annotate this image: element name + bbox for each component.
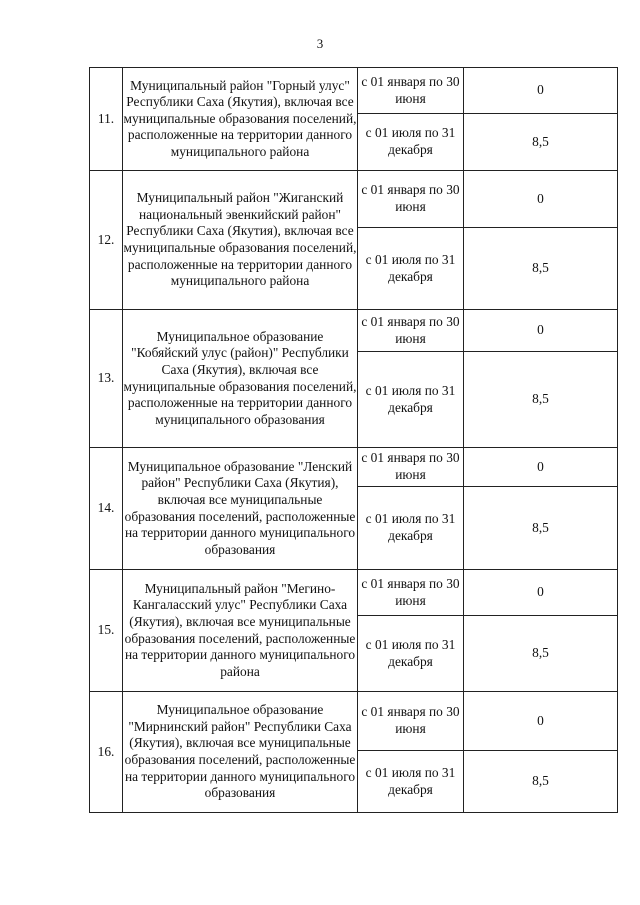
municipality-name: Муниципальный район "Мегино-Кангаласский улус" Республики Саха (Якутия), включая все муниципальные образования поселений, расположенные на территории данного муниципального района: [123, 570, 358, 692]
table-row: [90, 570, 618, 616]
period-second-half: с 01 июля по 31 декабря: [358, 352, 464, 448]
rate-second-half: 8,5: [464, 352, 618, 448]
table-row: [90, 310, 618, 352]
municipality-name: Муниципальное образование "Ленский район" Республики Саха (Якутия), включая все муниципальные образования поселений, расположенные на территории данного муниципального образования: [123, 448, 358, 570]
period-second-half: с 01 июля по 31 декабря: [358, 751, 464, 813]
municipality-name: Муниципальное образование "Мирнинский район" Республики Саха (Якутия), включая все муниципальные образования поселений, расположенные на территории данного муниципального образования: [123, 692, 358, 813]
page-number: 3: [316, 36, 324, 51]
table-row: [90, 171, 618, 228]
municipality-name: Муниципальное образование "Кобяйский улус (район)" Республики Саха (Якутия), включая все муниципальные образования поселений, расположенные на территории данного муниципального образования: [123, 310, 358, 448]
rates-table: [89, 67, 618, 813]
period-second-half: с 01 июля по 31 декабря: [358, 228, 464, 310]
municipality-name: Муниципальный район "Горный улус" Республики Саха (Якутия), включая все муниципальные образования поселений, расположенные на территории данного муниципального района: [123, 68, 358, 171]
table-row: [90, 692, 618, 751]
rate-first-half: 0: [464, 692, 618, 751]
rate-second-half: 8,5: [464, 751, 618, 813]
rate-second-half: 8,5: [464, 616, 618, 692]
rate-first-half: 0: [464, 68, 618, 114]
period-first-half: с 01 января по 30 июня: [358, 692, 464, 751]
rates-table-body: [90, 68, 618, 813]
period-first-half: с 01 января по 30 июня: [358, 570, 464, 616]
row-number: 13.: [90, 310, 123, 448]
rate-first-half: 0: [464, 448, 618, 487]
table-row: [90, 448, 618, 487]
row-number: 16.: [90, 692, 123, 813]
row-number: 14.: [90, 448, 123, 570]
rate-second-half: 8,5: [464, 228, 618, 310]
row-number: 12.: [90, 171, 123, 310]
period-first-half: с 01 января по 30 июня: [358, 448, 464, 487]
rate-second-half: 8,5: [464, 487, 618, 570]
rate-first-half: 0: [464, 570, 618, 616]
period-first-half: с 01 января по 30 июня: [358, 68, 464, 114]
rate-second-half: 8,5: [464, 114, 618, 171]
period-second-half: с 01 июля по 31 декабря: [358, 114, 464, 171]
row-number: 11.: [90, 68, 123, 171]
period-first-half: с 01 января по 30 июня: [358, 171, 464, 228]
municipality-name: Муниципальный район "Жиганский национальный эвенкийский район" Республики Саха (Якутия), включая все муниципальные образования поселений, расположенные на территории данного муниципального района: [123, 171, 358, 310]
row-number: 15.: [90, 570, 123, 692]
period-first-half: с 01 января по 30 июня: [358, 310, 464, 352]
period-second-half: с 01 июля по 31 декабря: [358, 616, 464, 692]
period-second-half: с 01 июля по 31 декабря: [358, 487, 464, 570]
rate-first-half: 0: [464, 310, 618, 352]
table-row: [90, 68, 618, 114]
rate-first-half: 0: [464, 171, 618, 228]
